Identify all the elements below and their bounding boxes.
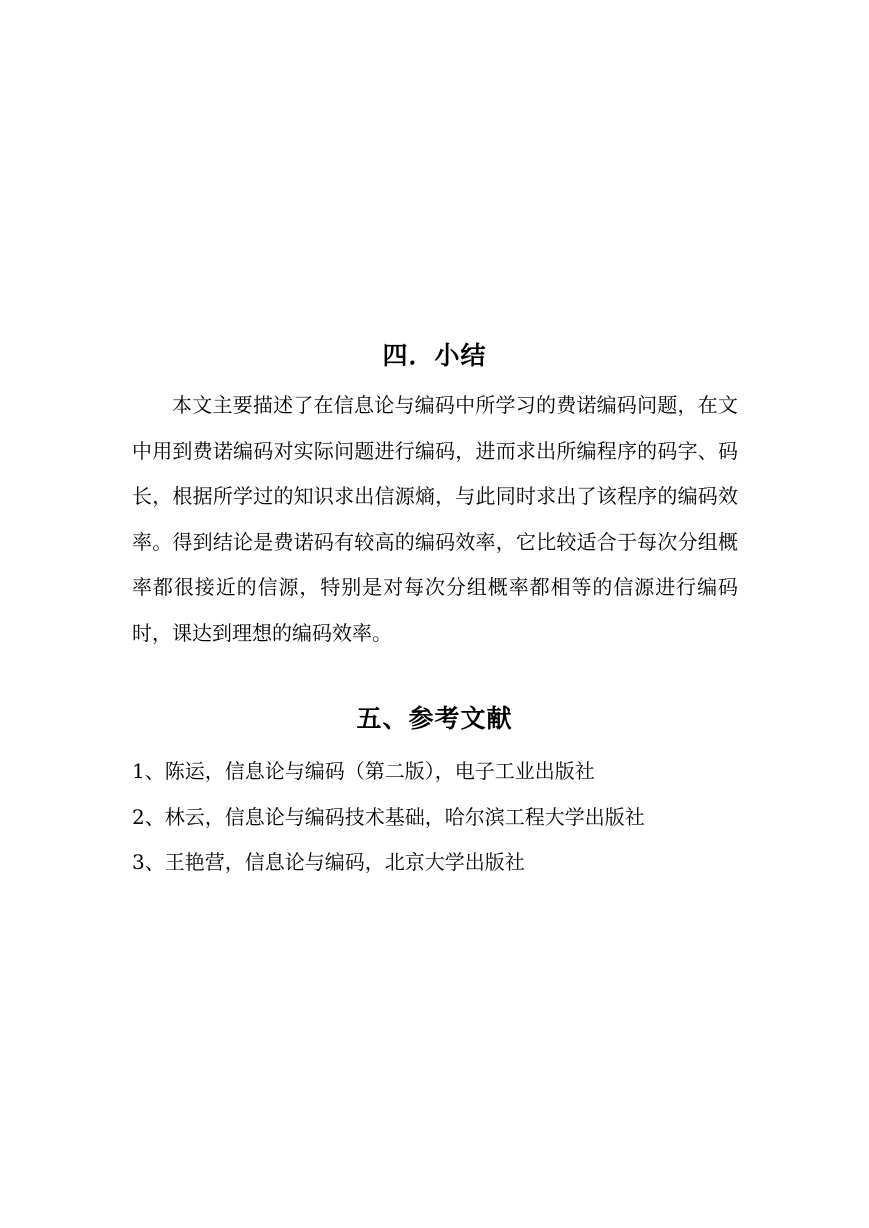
- reference-list: [132, 749, 738, 886]
- reference-item-2: 2、林云，信息论与编码技术基础，哈尔滨工程大学出版社: [132, 804, 645, 829]
- summary-heading: 四．小结: [382, 341, 487, 370]
- references-heading: 五、参考文献: [356, 704, 513, 733]
- reference-item-1: 1、陈运，信息论与编码（第二版），电子工业出版社: [132, 759, 595, 783]
- summary-paragraph: 本文主要描述了在信息论与编码中所学习的费诺编码问题，在文中用到费诺编码对实际问题进行编码，进而求出所编程序的码字、码长，根据所学过的知识求出信源熵，与此同时求出了该程序的编码效率。得到结论是费诺码有较高的编码效率，它比较适合于每次分组概率都很接近的信源，特别是对每次分组概率都相等的信源进行编码时，课达到理想的编码效率。: [132, 393, 738, 645]
- reference-item-3: 3、王艳营，信息论与编码，北京大学出版社: [132, 850, 525, 874]
